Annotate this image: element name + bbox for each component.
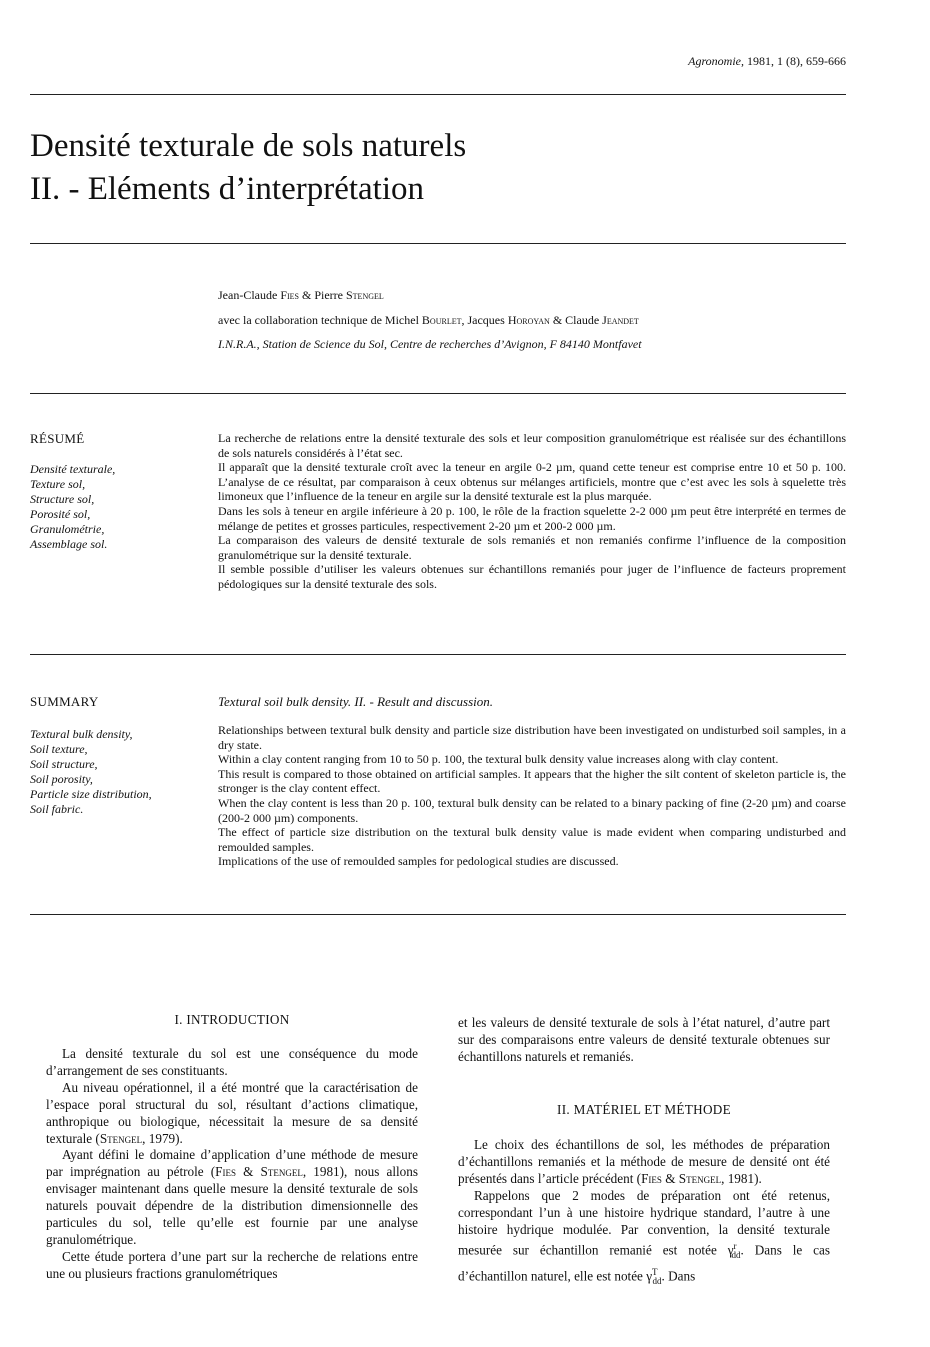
summary-paragraph: This result is compared to those obtained on artificial samples. It appears that the higher the silt content of skeleton particle is, the stronger is the clay content effect. xyxy=(218,766,846,796)
author-2-family: Stengel xyxy=(346,288,384,302)
paper-title xyxy=(30,125,466,211)
summary-text xyxy=(218,723,846,869)
intro-p3-end: , 1981), nous allons envisager maintenant dans quelle mesure la densité texturale de sols naturels pouvait dépendre de la distribution dimensionnelle des particules du sol, telle qu’elle est fournie par une analyse granulométrique. xyxy=(46,1164,418,1247)
collab-text: avec la collaboration technique de Michel xyxy=(218,313,422,327)
collab-sep-2: & Claude xyxy=(549,313,603,327)
journal-citation: 1981, 1 (8), 659-666 xyxy=(747,54,846,68)
introduction-body xyxy=(46,1046,418,1283)
introduction-heading: I. INTRODUCTION xyxy=(174,1012,290,1027)
title-line-2: II. - Eléments d’interprétation xyxy=(30,171,425,207)
summary-rule xyxy=(30,914,846,915)
summary-paragraph: Within a clay content ranging from 10 to 50 p. 100, the textural bulk density value increases along with clay content. xyxy=(218,752,779,767)
summary-keyword: Particle size distribution, xyxy=(30,787,152,801)
methods-p2-end: , 1981). xyxy=(721,1170,762,1186)
resume-keyword: Densité texturale, xyxy=(30,462,116,476)
resume-rule xyxy=(30,654,846,655)
summary-paragraph: Implications of the use of remoulded samples for pedological studies are discussed. xyxy=(218,854,619,869)
resume-paragraph: Dans les sols à teneur en argile inférieure à 20 p. 100, le rôle de la fraction squelette 2-2 000 µm peut être interprété en termes de mélange de petites et grosses particules, respectivement 2-20 µm et 200-2 000 µm. xyxy=(218,503,846,533)
intro-paragraph: Cette étude portera d’une part sur la recherche de relations entre une ou plusieurs fractions granulométriques xyxy=(46,1248,418,1281)
summary-keyword: Textural bulk density, xyxy=(30,727,133,741)
author-2-given: & Pierre xyxy=(299,288,346,302)
summary-heading: SUMMARY xyxy=(30,694,99,709)
resume-keyword: Texture sol, xyxy=(30,477,86,491)
summary-paragraph: The effect of particle size distribution on the textural bulk density value is made evident when comparing undisturbed and remoulded samples. xyxy=(218,825,846,854)
intro-paragraph xyxy=(46,1147,418,1248)
resume-text xyxy=(218,431,846,592)
institution: I.N.R.A., Station de Science du Sol, Centre de recherches d’Avignon, F 84140 Montfavet xyxy=(218,337,642,351)
gamma-r-superscript: r xyxy=(733,1241,737,1252)
summary-title: Textural soil bulk density. II. - Result and discussion. xyxy=(218,694,494,709)
summary-paragraph: When the clay content is less than 20 p. 100, textural bulk density can be related to a binary packing of fine (2-20 µm) and coarse (200-2 000 µm) components. xyxy=(218,795,846,825)
intro-p3-text: Ayant défini le domaine d’application d’une méthode de mesure par imprégnation au pétrole ( xyxy=(46,1147,418,1180)
authors-rule xyxy=(30,393,846,394)
resume-keyword: Porosité sol, xyxy=(30,507,91,521)
methods-paragraph xyxy=(458,1137,830,1188)
resume-heading: RÉSUMÉ xyxy=(30,431,85,446)
author-1-given: Jean-Claude xyxy=(218,288,281,302)
resume-keyword: Granulométrie, xyxy=(30,522,105,536)
summary-keyword: Soil texture, xyxy=(30,742,88,756)
resume-keywords xyxy=(30,462,115,552)
intro-paragraph xyxy=(46,1080,418,1148)
top-rule xyxy=(30,94,846,95)
intro-p2-end: , 1979). xyxy=(142,1130,183,1146)
resume-paragraph: Il apparaît que la densité texturale croît avec la teneur en argile 0-2 µm, quand cette teneur est comprise entre 10 et 50 p. 100. L’analyse de ce résultat, par comparaison à ceux obtenus sur mélanges artificiels, montre que c’est avec les sols à squelette très limoneux que l’influence de la teneur en argile sur la densité texturale est la plus marquée. xyxy=(218,460,846,504)
methods-p3-end: . Dans xyxy=(661,1268,696,1284)
intro-p2-text: Au niveau opérationnel, il a été montré que la caractérisation de l’espace poral structural du sol, résultant d’actions climatique, anthropique ou biologique, nécessitait la mesure de sa densité texturale ( xyxy=(46,1079,418,1146)
collab-3: Jeandet xyxy=(602,313,639,327)
gamma-t-superscript: T xyxy=(652,1267,658,1278)
summary-keyword: Soil structure, xyxy=(30,757,98,771)
summary-keyword: Soil porosity, xyxy=(30,772,93,786)
methods-p2-text: Le choix des échantillons de sol, les méthodes de préparation d’échantillons remaniés et la méthode de mesure de densité ont été présentés dans l’article précédent ( xyxy=(458,1137,830,1186)
resume-keyword: Structure sol, xyxy=(30,492,95,506)
collab-1: Bourlet xyxy=(421,313,462,327)
intro-paragraph: La densité texturale du sol est une conséquence du mode d’arrangement de ses constituants. xyxy=(46,1046,418,1078)
methods-paragraph xyxy=(458,1188,830,1291)
resume-paragraph: Il semble possible d’utiliser les valeurs obtenues sur échantillons remaniés pour juger de l’influence de facteurs proprement pédologiques sur la densité texturale des sols. xyxy=(218,562,846,591)
citation-fies-stengel-1981: Fies & Stengel xyxy=(641,1170,722,1186)
gamma-r-subscript: dd xyxy=(731,1250,741,1261)
title-line-1: Densité texturale de sols naturels xyxy=(30,128,467,164)
summary-paragraph: Relationships between textural bulk density and particle size distribution have been investigated on undisturbed soil samples, in a dry state. xyxy=(218,723,846,752)
resume-paragraph: La recherche de relations entre la densité texturale des sols et leur composition granulométrique est réalisée sur des échantillons de sols naturels considérés à l’état sec. xyxy=(218,431,846,460)
resume-keyword: Assemblage sol. xyxy=(30,537,108,551)
gamma-t-subscript: dd xyxy=(652,1276,662,1287)
summary-keywords xyxy=(30,727,152,817)
journal-reference xyxy=(688,54,846,69)
author-list xyxy=(218,288,384,303)
citation-stengel-1979: Stengel xyxy=(99,1130,143,1146)
collab-sep-1: , Jacques xyxy=(461,313,508,327)
collab-2: Horoyan xyxy=(507,313,550,327)
author-1-family: Fies xyxy=(280,288,299,302)
resume-paragraph: La comparaison des valeurs de densité texturale de sols remaniés et non remaniés confirme l’influence de la composition granulométrique sur la densité texturale. xyxy=(218,533,846,562)
methods-body xyxy=(458,1137,830,1290)
right-paragraph: et les valeurs de densité texturale de sols à l’état naturel, d’autre part sur des comparaisons entre valeurs de densité texturale obtenues sur échantillons naturels et remaniés. xyxy=(458,1015,830,1064)
summary-keyword: Soil fabric. xyxy=(30,802,84,816)
methods-p3-mid: . Dans le cas d’échantillon naturel, elle est notée γ xyxy=(458,1242,830,1284)
collaborators xyxy=(218,313,639,328)
methods-heading: II. MATÉRIEL ET MÉTHODE xyxy=(557,1102,731,1117)
journal-name: Agronomie, xyxy=(688,54,744,68)
right-column-continuation xyxy=(458,1015,830,1066)
citation-fies-stengel-1981: Fies & Stengel xyxy=(215,1164,303,1180)
title-rule xyxy=(30,243,846,244)
methods-p3-text: Rappelons que 2 modes de préparation ont été retenus, correspondant l’un à une histoire hydrique standard, l’autre à une histoire hydrique modulée. Par convention, la densité texturale mesurée sur échantillon remanié est notée γ xyxy=(458,1187,830,1258)
